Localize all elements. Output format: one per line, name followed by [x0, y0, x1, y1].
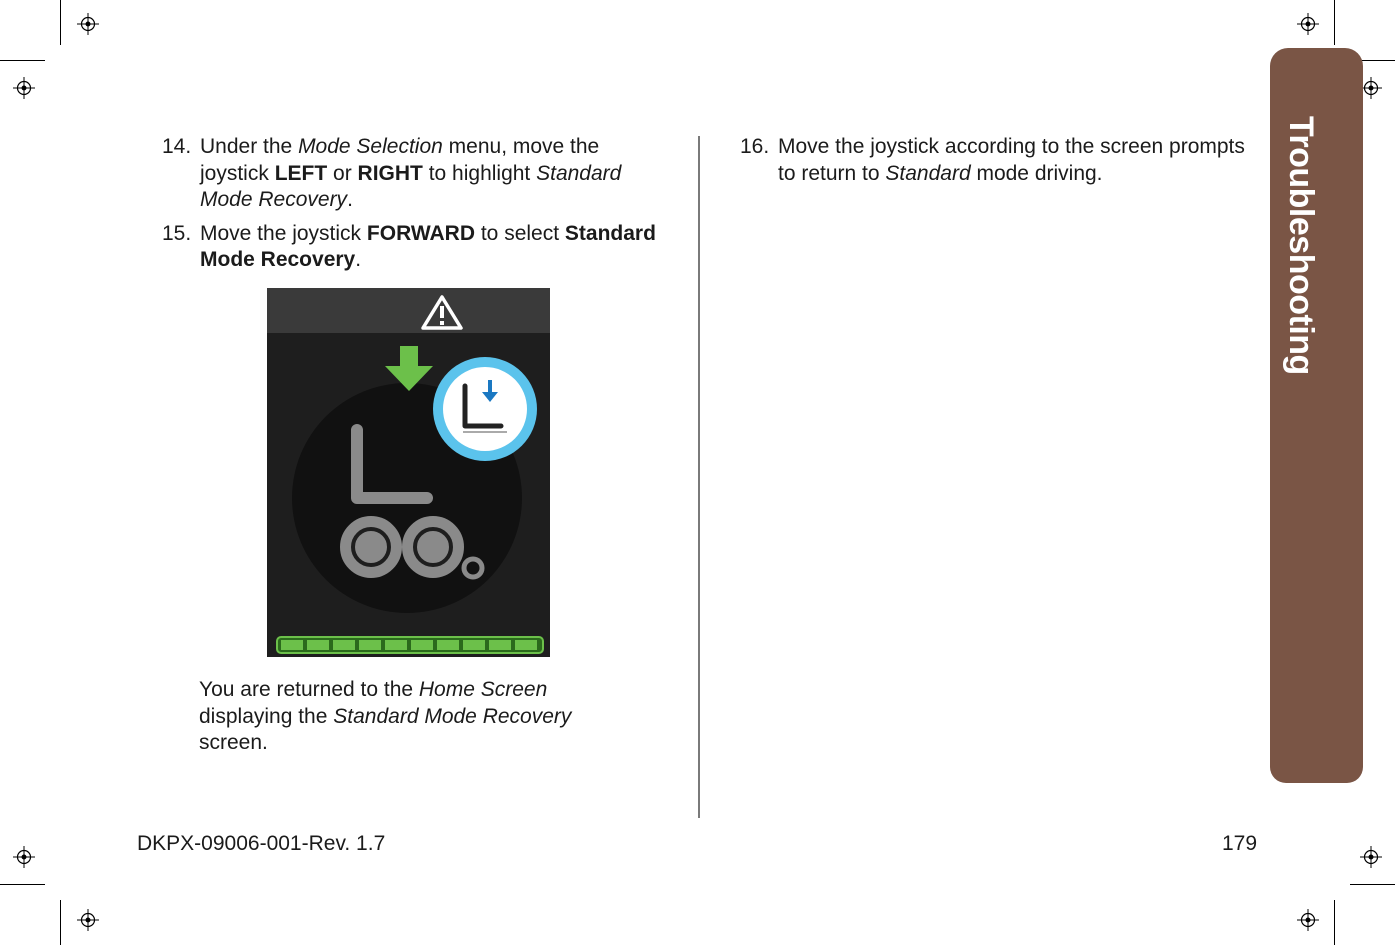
battery-segment	[385, 640, 407, 650]
step-number: 16.	[740, 135, 770, 158]
crop-mark	[1334, 0, 1335, 45]
registration-mark-icon	[13, 846, 35, 868]
registration-mark-icon	[1360, 846, 1382, 868]
battery-segment	[359, 640, 381, 650]
right-column	[740, 134, 1255, 194]
crop-mark	[0, 60, 45, 61]
left-column	[162, 134, 662, 281]
registration-mark-icon	[1297, 13, 1319, 35]
battery-segment	[515, 640, 537, 650]
crop-mark	[1350, 884, 1395, 885]
crop-mark	[1334, 900, 1335, 945]
section-tab-label: Troubleshooting	[1282, 116, 1320, 375]
seat-recline-icon	[433, 357, 537, 461]
registration-mark-icon	[13, 77, 35, 99]
registration-mark-icon	[1360, 77, 1382, 99]
result-paragraph: You are returned to the Home Screen displaying the Standard Mode Recovery screen.	[199, 678, 572, 754]
standard-mode-recovery-screen	[267, 288, 550, 657]
crop-mark	[60, 900, 61, 945]
step-number: 15.	[162, 221, 192, 245]
registration-mark-icon	[77, 13, 99, 35]
column-divider	[698, 136, 700, 818]
battery-segment	[333, 640, 355, 650]
document-id: DKPX-09006-001-Rev. 1.7	[137, 832, 386, 855]
registration-mark-icon	[1297, 909, 1319, 931]
battery-segment	[281, 640, 303, 650]
step-number: 14.	[162, 135, 192, 158]
step-16: 16. Move the joystick according to the screen prompts to return to Standard mode driving.	[740, 135, 1245, 185]
battery-segment	[489, 640, 511, 650]
crop-mark	[60, 0, 61, 45]
battery-segment	[307, 640, 329, 650]
battery-segment	[463, 640, 485, 650]
battery-gauge	[277, 637, 543, 653]
step-15: 15. Move the joystick FORWARD to select Standard Mode Recovery.	[162, 221, 656, 271]
registration-mark-icon	[77, 909, 99, 931]
battery-segment	[411, 640, 433, 650]
crop-mark	[0, 884, 45, 885]
battery-segment	[437, 640, 459, 650]
page-number: 179	[1222, 832, 1258, 855]
step-14: 14. Under the Mode Selection menu, move the joystick LEFT or RIGHT to highlight Standard Mode Recovery.	[162, 135, 622, 211]
